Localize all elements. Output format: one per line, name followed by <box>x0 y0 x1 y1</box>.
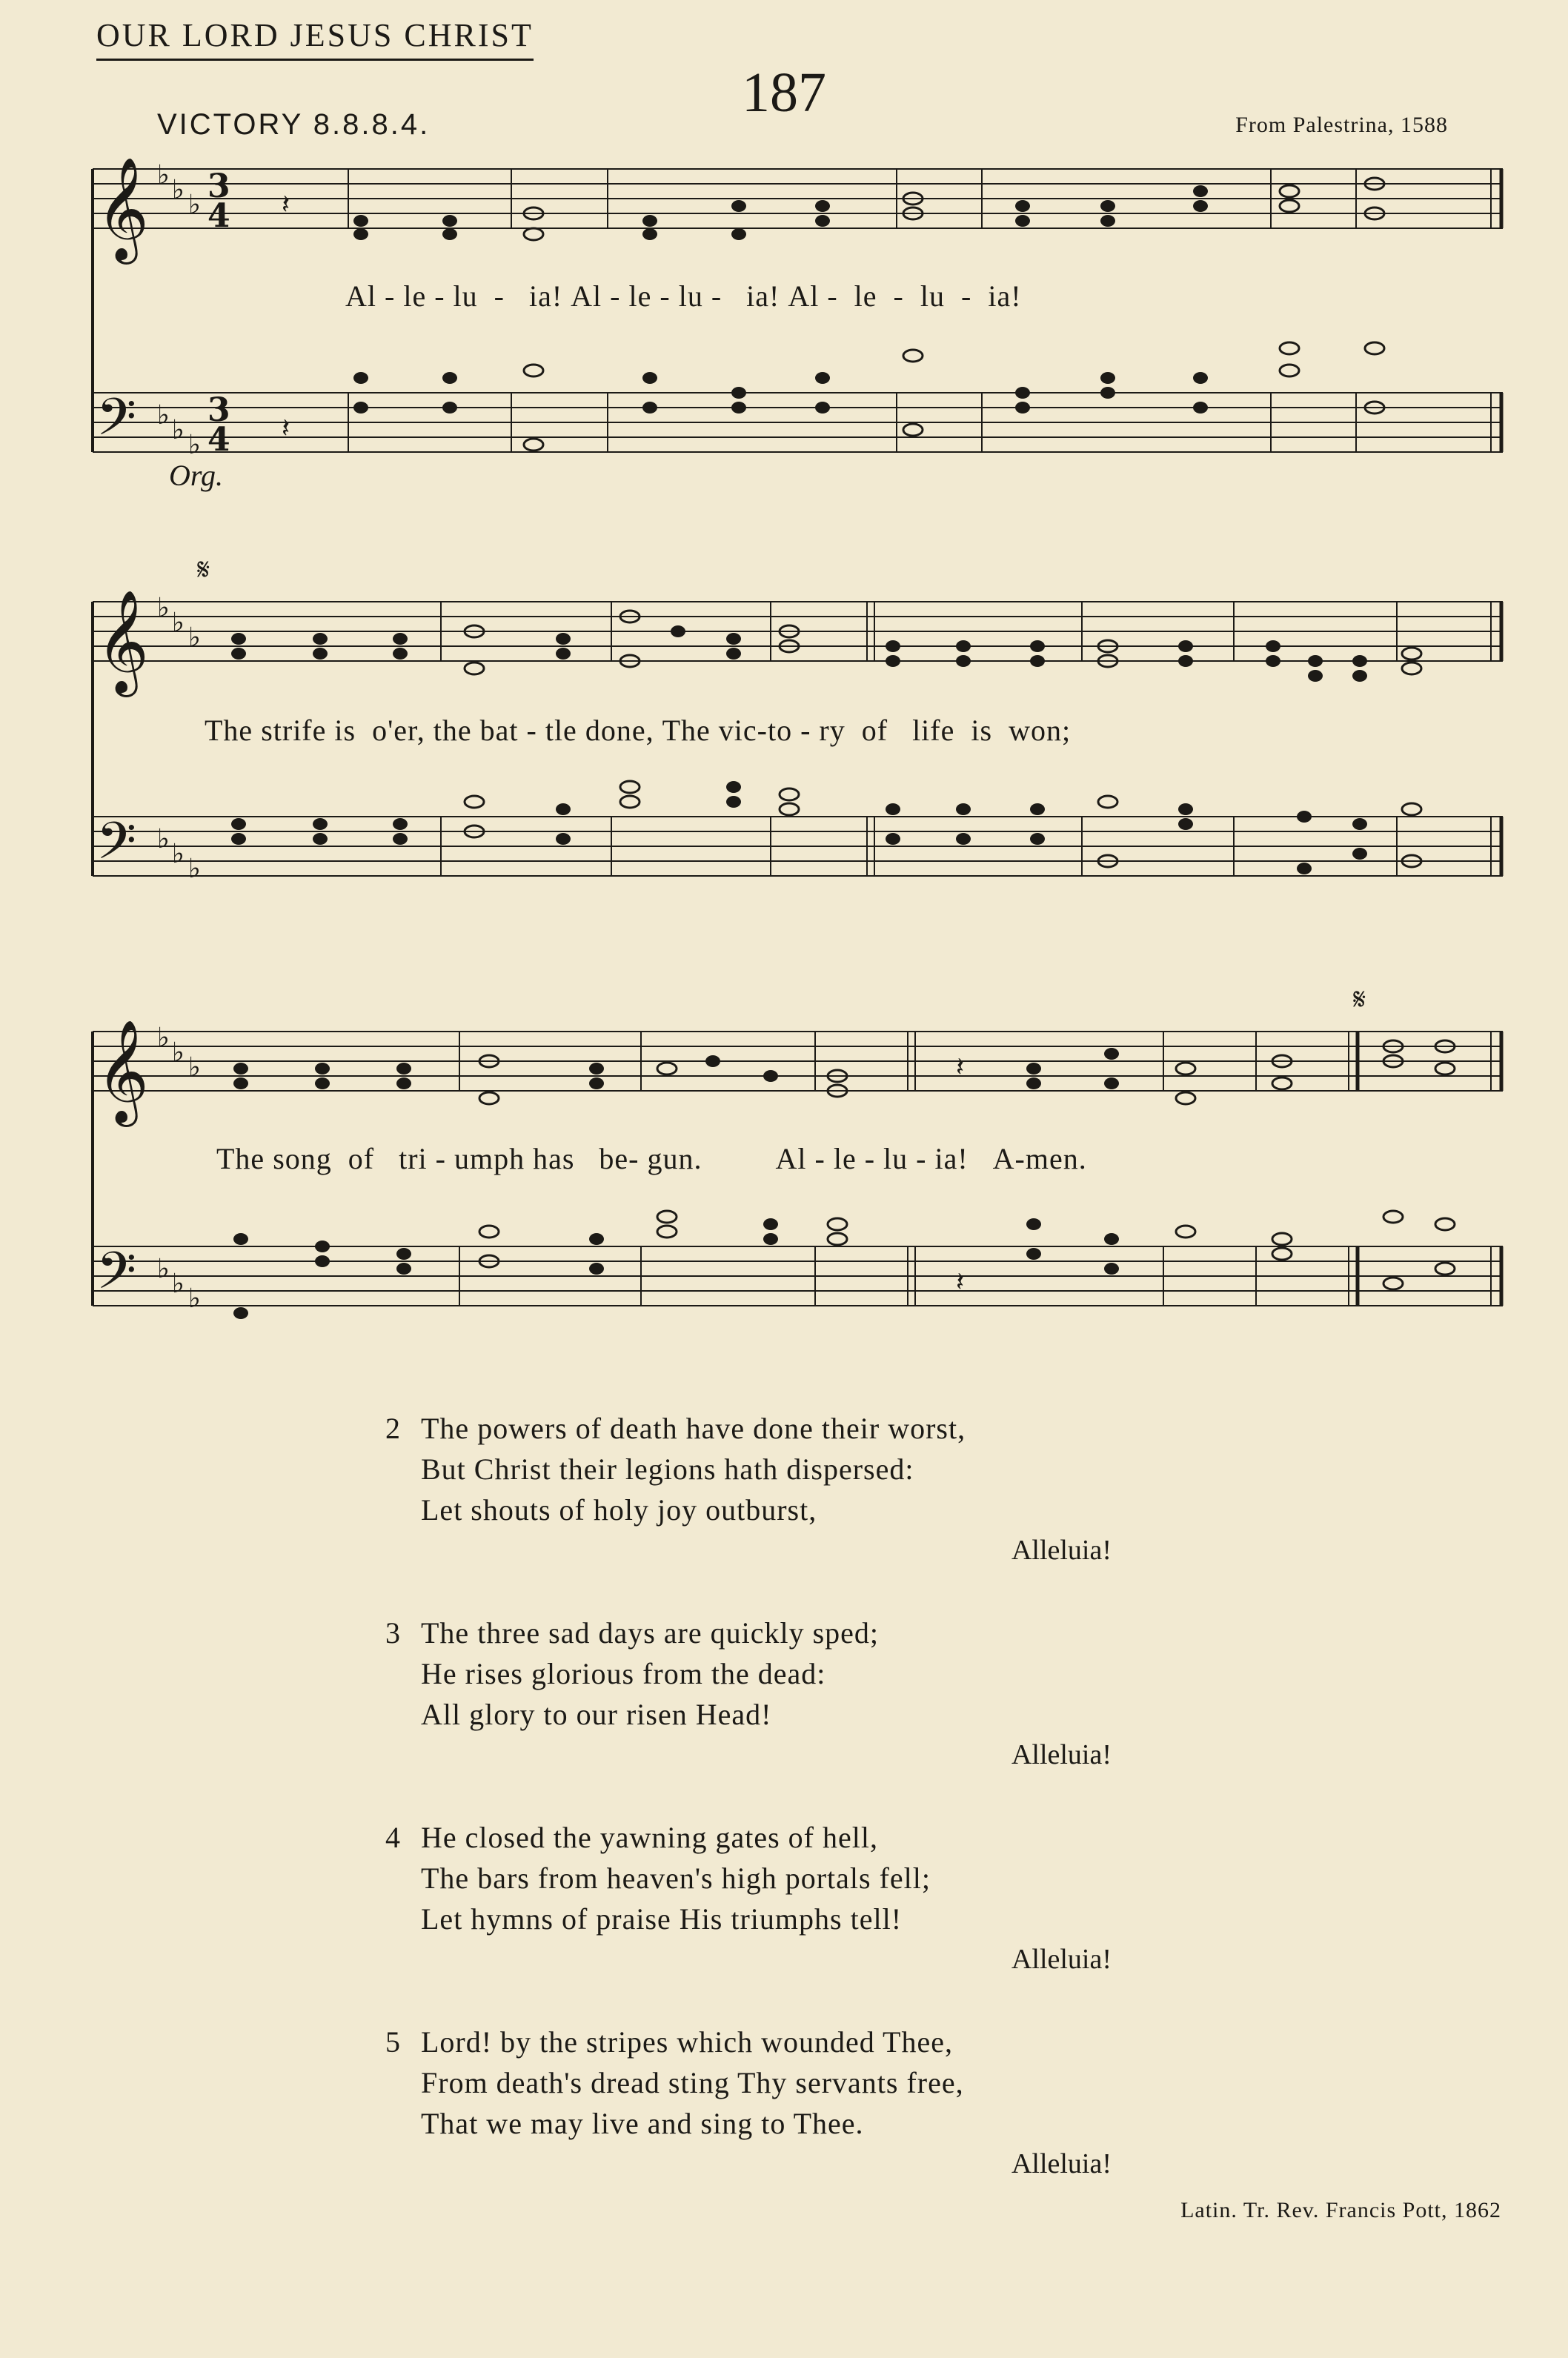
svg-text:♭: ♭ <box>157 160 170 190</box>
lyric-syllable: - <box>916 1142 927 1175</box>
lyric-syllable: lu <box>883 1142 908 1175</box>
system-3-lyrics <box>216 1141 1087 1176</box>
tune-source: From Palestrina, 1588 <box>1235 113 1448 137</box>
svg-text:♭: ♭ <box>172 1269 185 1299</box>
lyric-syllable: the <box>433 714 472 747</box>
lyric-syllable: le <box>403 279 427 313</box>
verse-line: The three sad days are quickly sped; <box>421 1616 880 1650</box>
svg-text:𝄽: 𝄽 <box>282 190 290 220</box>
lyric-syllable: - <box>800 714 811 747</box>
svg-text:♭: ♭ <box>188 1283 201 1314</box>
lyric-syllable: o'er, <box>372 714 425 747</box>
lyric-syllable: lu <box>920 279 945 313</box>
lyric-syllable: - <box>494 279 505 313</box>
svg-text:♭: ♭ <box>172 839 185 869</box>
lyric-syllable: done, <box>585 714 654 747</box>
svg-text:♭: ♭ <box>157 824 170 854</box>
svg-text:4: 4 <box>207 421 230 459</box>
svg-text:𝄢: 𝄢 <box>96 1241 137 1313</box>
organ-label: Org. <box>169 459 223 492</box>
verse-line: From death's dread sting Thy servants free, <box>421 2066 964 2099</box>
lyric-syllable: song <box>273 1142 332 1175</box>
verse-line: Let shouts of holy joy outburst, <box>421 1493 817 1527</box>
lyric-syllable: gun. <box>647 1142 702 1175</box>
lyric-syllable: - <box>435 1142 446 1175</box>
svg-text:𝄢: 𝄢 <box>96 811 137 883</box>
svg-text:♭: ♭ <box>157 1254 170 1284</box>
lyric-syllable: - <box>434 279 445 313</box>
lyric-syllable: The <box>205 714 253 747</box>
verse-line: The bars from heaven's high portals fell; <box>421 1862 931 1895</box>
svg-text:♭: ♭ <box>157 1023 170 1053</box>
lyric-syllable: vic- <box>718 714 768 747</box>
svg-text:𝄞: 𝄞 <box>96 590 149 693</box>
lyric-syllable: umph <box>454 1142 525 1175</box>
lyric-syllable: - <box>961 279 972 313</box>
translation-credit: Latin. Tr. Rev. Francis Pott, 1862 <box>1180 2198 1501 2222</box>
svg-text:♭: ♭ <box>172 415 185 445</box>
svg-text:♭: ♭ <box>188 622 201 653</box>
lyric-syllable: Al <box>345 279 376 313</box>
lyric-syllable: - <box>864 1142 876 1175</box>
lyric-syllable: - <box>814 1142 825 1175</box>
lyric-syllable: - <box>711 279 722 313</box>
svg-text:𝄽: 𝄽 <box>956 1052 965 1083</box>
lyric-syllable: A-men. <box>992 1142 1087 1175</box>
verse-4 <box>385 1817 1112 1980</box>
lyric-syllable: to <box>767 714 793 747</box>
verse-number: 5 <box>385 2025 401 2059</box>
verse-line: All glory to our risen Head! <box>421 1698 772 1731</box>
lyric-syllable: tle <box>545 714 577 747</box>
lyric-syllable: - <box>610 279 621 313</box>
lyric-syllable: is <box>334 714 356 747</box>
svg-text:𝄋: 𝄋 <box>197 553 210 587</box>
svg-text:♭: ♭ <box>172 608 185 638</box>
music-system-1 <box>0 0 1568 519</box>
verse-line: But Christ their legions hath dispersed: <box>421 1452 914 1486</box>
svg-text:♭: ♭ <box>157 593 170 623</box>
svg-text:𝄞: 𝄞 <box>96 1020 149 1123</box>
verse-2 <box>385 1408 1112 1571</box>
lyric-syllable: Al <box>788 279 820 313</box>
verse-line: He closed the yawning gates of hell, <box>421 1821 878 1854</box>
lyric-syllable: tri <box>399 1142 428 1175</box>
system-2-lyrics <box>205 713 1071 748</box>
verse-3 <box>385 1613 1112 1776</box>
lyric-syllable: - <box>827 279 838 313</box>
lyric-syllable: The <box>216 1142 265 1175</box>
verse-line: He rises glorious from the dead: <box>421 1657 826 1690</box>
verse-refrain: Alleluia! <box>1011 1739 1112 1770</box>
verse-line: That we may live and sing to Thee. <box>421 2107 864 2140</box>
svg-text:𝄋: 𝄋 <box>1353 983 1366 1017</box>
svg-text:♭: ♭ <box>188 430 201 460</box>
verse-refrain: Alleluia! <box>1011 1535 1112 1566</box>
lyric-syllable: ia! <box>934 1142 969 1175</box>
lyric-syllable: bat <box>479 714 519 747</box>
system-1-lyrics <box>345 279 1022 313</box>
lyric-syllable: Al <box>571 279 602 313</box>
svg-text:♭: ♭ <box>188 854 201 884</box>
lyric-syllable: ia! <box>746 279 780 313</box>
lyric-syllable: ia! <box>528 279 563 313</box>
section-title: OUR LORD JESUS CHRIST <box>96 16 534 61</box>
svg-text:♭: ♭ <box>172 1037 185 1068</box>
hymn-number: 187 <box>742 62 826 124</box>
system-1-notation <box>0 0 1568 519</box>
lyric-syllable: - <box>385 279 396 313</box>
verse-line: Lord! by the stripes which wounded Thee, <box>421 2025 953 2059</box>
lyric-syllable: lu <box>678 279 703 313</box>
svg-text:𝄽: 𝄽 <box>282 414 290 444</box>
lyric-syllable: - <box>526 714 537 747</box>
lyric-syllable: Al <box>775 1142 807 1175</box>
lyric-syllable: ia! <box>988 279 1022 313</box>
lyric-syllable: won; <box>1009 714 1072 747</box>
svg-text:𝄽: 𝄽 <box>956 1267 965 1298</box>
verse-5 <box>385 2022 1112 2185</box>
verse-line: The powers of death have done their worst, <box>421 1412 966 1445</box>
verse-number: 2 <box>385 1412 401 1445</box>
lyric-syllable: le <box>628 279 652 313</box>
lyric-syllable: strife <box>261 714 327 747</box>
svg-text:4: 4 <box>207 197 230 235</box>
lyric-syllable: The <box>662 714 711 747</box>
verse-refrain: Alleluia! <box>1011 1944 1112 1975</box>
lyric-syllable: - <box>660 279 671 313</box>
lyric-syllable: life <box>912 714 955 747</box>
svg-text:♭: ♭ <box>157 400 170 431</box>
lyric-syllable: of <box>861 714 888 747</box>
svg-text:3: 3 <box>207 391 230 429</box>
lyric-syllable: - <box>893 279 904 313</box>
svg-text:3: 3 <box>207 167 230 205</box>
svg-text:♭: ♭ <box>172 175 185 205</box>
lyric-syllable: of <box>348 1142 375 1175</box>
lyric-syllable: ry <box>819 714 846 747</box>
verse-number: 3 <box>385 1616 401 1650</box>
svg-text:♭: ♭ <box>188 1052 201 1083</box>
svg-text:𝄢: 𝄢 <box>96 387 137 459</box>
verse-line: Let hymns of praise His triumphs tell! <box>421 1902 903 1936</box>
svg-text:♭: ♭ <box>188 190 201 220</box>
verse-refrain: Alleluia! <box>1011 2148 1112 2179</box>
tune-name: VICTORY 8.8.8.4. <box>157 108 431 141</box>
verse-number: 4 <box>385 1821 401 1854</box>
lyric-syllable: be- <box>599 1142 640 1175</box>
lyric-syllable: le <box>833 1142 857 1175</box>
lyric-syllable: has <box>533 1142 575 1175</box>
lyric-syllable: lu <box>453 279 478 313</box>
lyric-syllable: is <box>971 714 993 747</box>
svg-text:𝄞: 𝄞 <box>96 157 149 260</box>
lyric-syllable: le <box>854 279 877 313</box>
